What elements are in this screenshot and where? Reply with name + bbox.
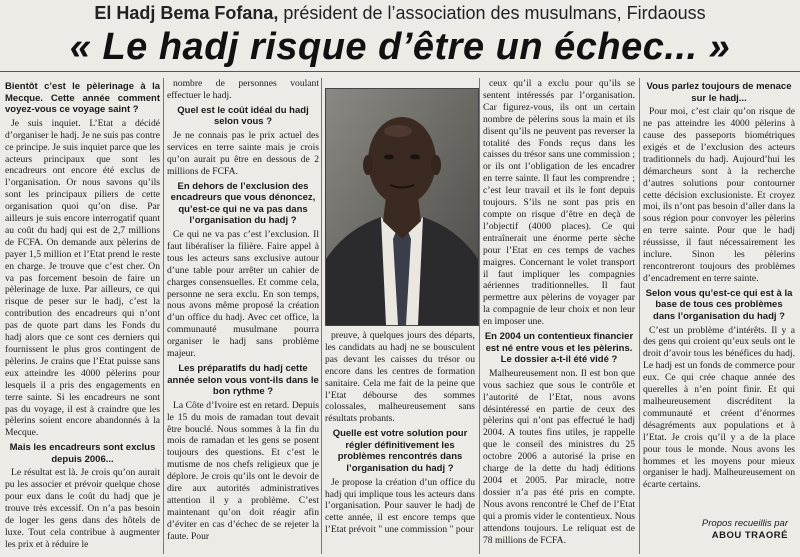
column-3 — [325, 330, 475, 554]
interview-header — [0, 3, 800, 23]
answer-7: Malheureusement non. Il est bon que vous sachiez que sous le contrôle et l’autorité de l’Etat, nous avons désintéressé en partie de ceux des pèlerins qui n’ont pas effectué le hadj 2004. A toutes fins utiles, je rappelle que le conseil des ministres du 25 octobre 2006 a autorisé la prise en charge de la dette du hadj éditions 2004 et 2005. Par miracle, notre dossier n’a pas été pris en compte. Nous avons rencontré le Chef de l’Etat qui a promis vider le contentieux. Nous attendons toujours. Le reliquat est de 78 millions de FCFA. — [483, 367, 635, 546]
interviewee-photo — [325, 88, 479, 326]
byline — [702, 518, 788, 542]
column-divider — [479, 78, 480, 554]
answer-5: La Côte d’Ivoire est en retard. Depuis le 15 du mois de ramadan tout devait être bouclé. Nous sommes à la fin du mois de ramadan et les gens se posent toujours des questions. Et c’est le mutisme de nos chefs religieux que je déplore. Je crois qu’ils ont le devoir de dire aux autorités administratives attention il y a problème. C’est maintenant qu’on doit réagir afin d’éviter en cas d’échec de se rejeter la faute. Pour — [167, 399, 319, 542]
question-4: En dehors de l’exclusion des encadreurs que vous dénoncez, qu’est-ce qui ne va pas dans l’organisation du hadj ? — [170, 180, 316, 227]
column-1 — [5, 78, 160, 554]
article-title: « Le hadj risque d’être un échec... » — [69, 26, 731, 68]
answer-1: Je suis inquiet. L’Etat a décidé d’organiser le hadj. Je ne suis pas contre ce principe. Je suis inquiet parce que les acteurs principaux que sont les encadreurs ont encore été exclus de l’organisation. Or nous savons qu’ils sont les principaux piliers de cette organisation quoi qu’on dise. Par ailleurs je suis encore interrogatif quant au coût du hadj qui est de 2,7 millions de FCFA. On demande aux pèlerins de payer 1,5 million et l’Etat prend le reste en charge. Je trouve que c’est cher. On va pas forcement besoin de faire un pèlerinage de luxe. Par ailleurs, ce qui risque de peser sur le hadj, c’est la contribution des encadreurs qui n’ont pas de quote part dans les Fonds du hadj alors que ce sont ces derniers qui fournissent le plus gros contingent de pèlerins. Je crains que l’Etat puisse sans eux atteindre les 4000 pèlerins pour lesquels il a pris des engagements en terre sainte. Si les encadreurs ne sont pas du voyage, il est à craindre que les pèlerins soient encore abandonnés à la Mecque. — [5, 117, 160, 439]
question-9: Selon vous qu’est-ce qui est à la base de tous ces problèmes dans l’organisation du hadj ? — [645, 287, 793, 322]
interviewee-role: président de l’association des musulmans, Firdaouss — [278, 3, 706, 23]
answer-6: Je propose la création d’un office du hadj qui implique tous les acteurs dans l’organisation. Pour sauver le hadj de cette année, il est encore temps que l’Etat prévoit " une commission " pour — [325, 476, 475, 536]
question-2: Mais les encadreurs sont exclus depuis 2006... — [9, 442, 156, 465]
answer-5-cont: preuve, à quelques jours des départs, les candidats au hadj ne se bousculent pas devant les caisses du trésor ou encore dans les centres de formation sanitaire. Cela me fait de la peine que l’Etat débourse des sommes colossales, malheureusement sans résultats probants. — [325, 330, 475, 425]
interviewee-name: El Hadj Bema Fofana, — [94, 3, 279, 23]
answer-9: C’est un problème d’intérêts. Il y a des gens qui croient qu’eux seuls ont le droit d’avoir tous les bénéfices du hadj. Le hadj est un fonds de commerce pour eux. Ce qui crée chaque année des querelles à n’en point finir. Et qui malheureusement discréditent la communauté et créent d’énormes désagréments aux populations et à l’Etat. Je crois qu’il y a de la place pour tous le monde. Nous avons les hommes et les moyens pour mieux organiser le hadj. Malheureusement on écarte certains. — [643, 324, 795, 491]
question-6: Quelle est votre solution pour régler définitivement les problèmes rencontrés dans l’organisation du hadj ? — [332, 428, 468, 475]
answer-4: Ce qui ne va pas c’est l’exclusion. Il faut libéraliser la filière. Faire appel à tous les acteurs sans exclusive autour d’une table pour arrêter un cahier de charges consensuelles. Et comme cela, personne ne sera exclu. En son temps, nous avons même proposé la création d’un office du hadj. Avec cet office, la communauté musulmane pourra organiser le hadj sans problème majeur. — [167, 229, 319, 360]
column-5 — [643, 78, 795, 516]
answer-6-cont: ceux qu’il a exclu pour qu’ils se sentent intéressés par l’organisation. Car figurez-vous, ils ont un certain nombre de pèlerins sous la main et ils disent qu’ils ne peuvent pas reverser la totalité des Fonds reçus dans les caisses du trésor sans une commission ; or ils ont l’obligation de les encadrer en terre sainte. Il faut les comprendre ; c’est leur travail et ils le font depuis toujours. S’ils ne sont pas pris en compte on risque d’être en deçà de l’objectif (4000 places). Ce qui entraînerait une énorme perte sèche pour l’Etat en ces temps de vaches maigres. Concernant le volet transport il faut impliquer les compagnies aériennes traditionnelles. Il faut permettre aux pèlerins de voyager par la compagnie de leur choix et non leur en imposer une. — [483, 78, 635, 328]
portrait-illustration — [326, 89, 478, 325]
question-3: Quel est le coût idéal du hadj selon vous ? — [177, 104, 309, 128]
answer-8: Pour moi, c’est clair qu’on risque de ne pas atteindre les 4000 pèlerins à cause des passeports biométriques exigés et de l’exclusion des acteurs traditionnels du hadj. Aujourd’hui les démarcheurs sont à la recherche d’autres solutions pour contourner cette décision exclusioniste. Et croyez moi, ils n’ont pas besoin d’aller dans la sous région pour convoyer les pèlerins en terre sainte. Pour que le hadj réussisse, il faut nécessairement les inclure. Sinon les pèlerins rencontreront toujours des problèmes d’encadrement en terre sainte. — [643, 106, 795, 284]
column-divider — [321, 78, 322, 554]
question-1: Bientôt c’est le pèlerinage à la Mecque. Cette année comment voyez-vous ce voyage saint ? — [5, 81, 160, 116]
answer-3: Je ne connais pas le prix actuel des services en terre sainte mais je crois qu’on aurait pu être en dessous de 2 millions de FCFA. — [167, 130, 319, 177]
byline-author: ABOU TRAORÉ — [711, 530, 788, 541]
column-divider — [163, 78, 164, 554]
answer-1-cont: nombre de personnes voulant effectuer le hadj. — [167, 78, 319, 101]
column-2 — [167, 78, 319, 554]
title-rule — [0, 71, 800, 72]
question-5: Les préparatifs du hadj cette année selon vous vont-ils dans le bon rythme ? — [167, 362, 319, 398]
question-7: En 2004 un contentieux financier est né entre vous et les pèlerins. Le dossier a-t-il été vidé ? — [484, 331, 634, 366]
question-8: Vous parlez toujours de menace sur le hadj... — [646, 81, 792, 104]
column-divider — [639, 78, 640, 554]
answer-2: Le résultat est là. Je crois qu’on aurait pu les associer et prévoir quelque chose pour eux dans le coût du hadj que je trouve très excessif. On n’a pas besoin de loger les gens dans des hôtels de luxe. Tout cela contribue à augmenter les prix et à réduire le — [5, 467, 160, 550]
byline-intro: Propos recueillis par — [701, 518, 788, 529]
column-4 — [483, 78, 635, 554]
